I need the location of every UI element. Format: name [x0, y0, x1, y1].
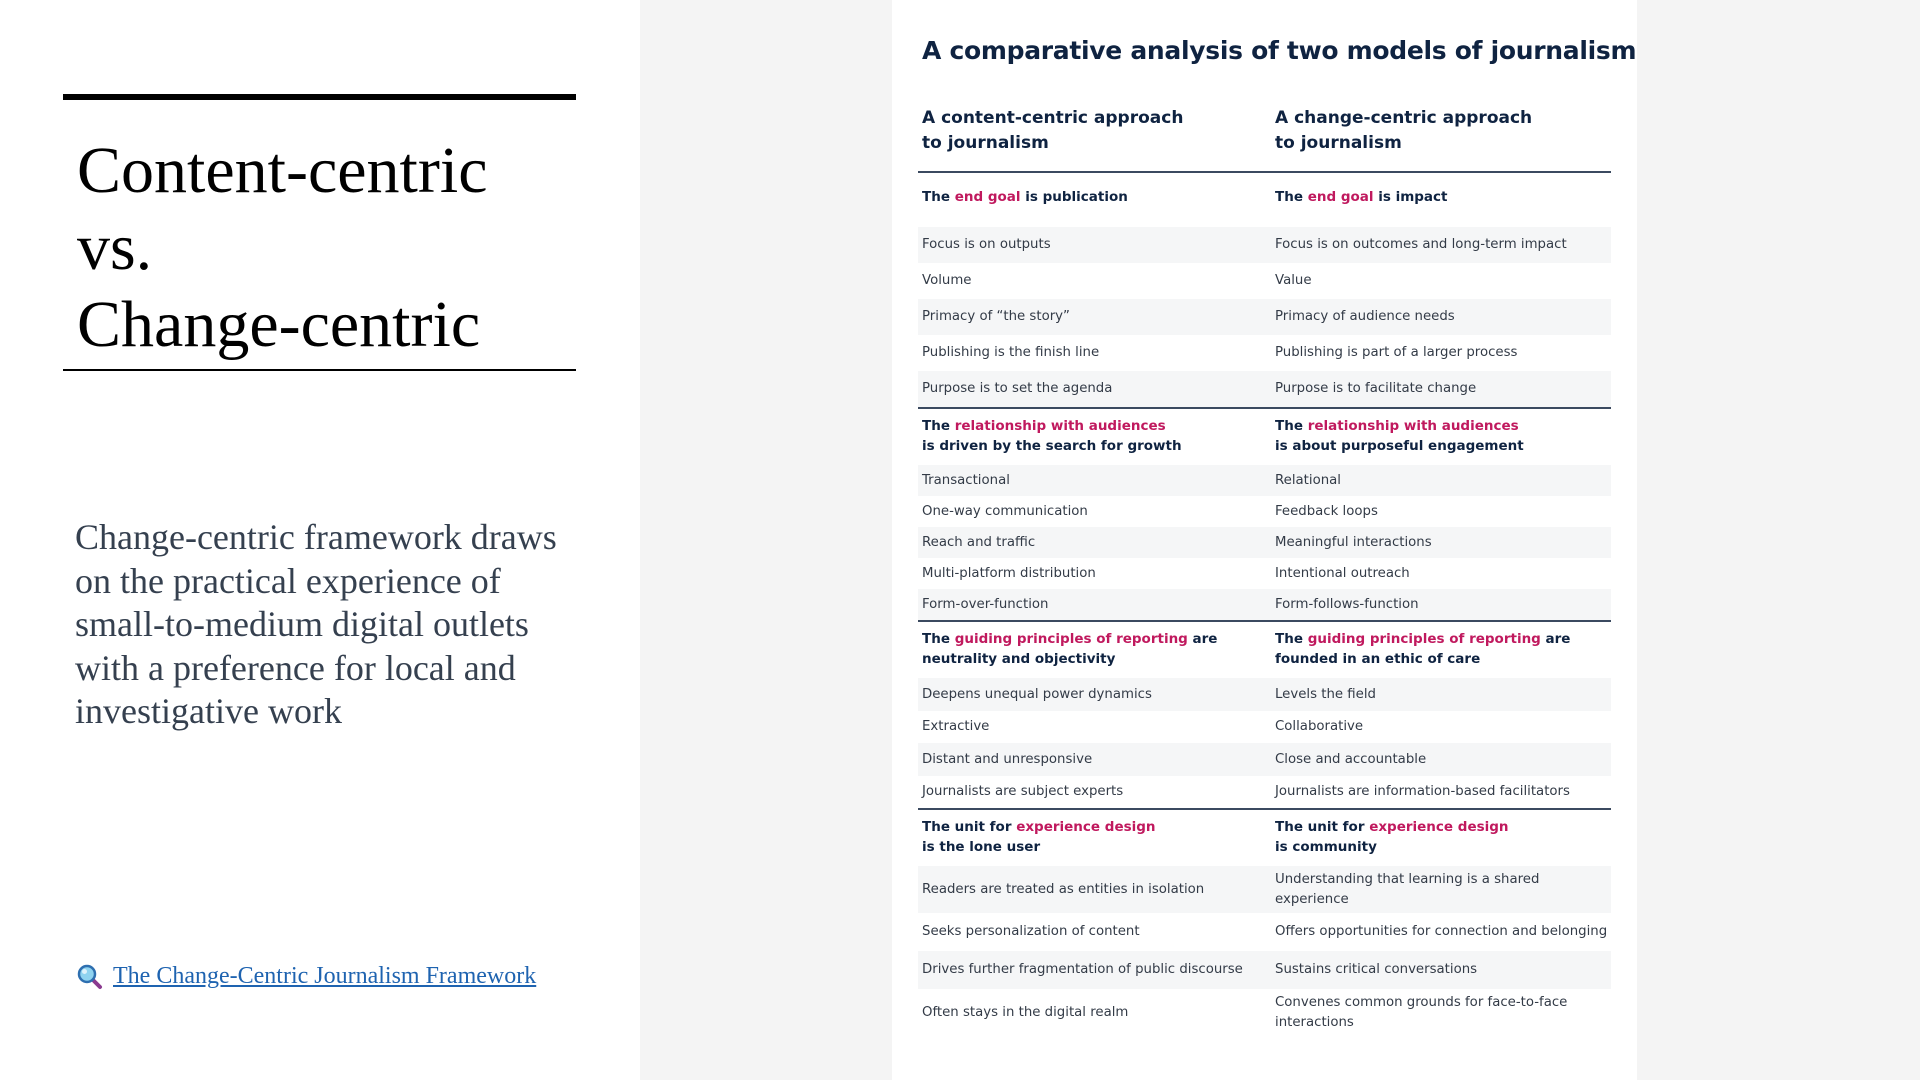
section-header-line-2: is driven by the search for growth: [922, 438, 1182, 454]
section-header-change-centric: [1271, 817, 1611, 866]
bottom-rule: [63, 369, 576, 371]
cell-content-centric: Form-over-function: [922, 596, 1049, 612]
section-header-content-centric: [918, 416, 1271, 465]
column-header-line: A content-centric approach: [922, 108, 1184, 128]
table-row: [918, 989, 1611, 1036]
table-row: [918, 465, 1611, 496]
table-row: [918, 711, 1611, 743]
header-text: The: [922, 189, 955, 205]
column-header-change-centric: [1275, 106, 1575, 156]
section-header-content-centric: [918, 187, 1271, 227]
cell-content-centric: Reach and traffic: [922, 534, 1036, 550]
section-header-line-2: is community: [1275, 839, 1377, 855]
cell-change-centric: Offers opportunities for connection and belonging: [1275, 924, 1608, 940]
cell-content-centric: Focus is on outputs: [922, 237, 1051, 253]
column-header-line: to journalism: [922, 133, 1049, 153]
table-row: [918, 776, 1611, 808]
cell-change-centric: Form-follows-function: [1275, 596, 1419, 612]
table-row: [918, 335, 1611, 371]
header-text: are: [1187, 631, 1218, 647]
table-row: [918, 527, 1611, 558]
cell-change-centric: Understanding that learning is a shared experience: [1275, 872, 1540, 907]
section-header-change-centric: [1271, 416, 1611, 465]
cell-content-centric: Transactional: [922, 472, 1010, 488]
cell-change-centric: Collaborative: [1275, 719, 1364, 735]
table-row: [918, 913, 1611, 951]
cell-change-centric: Primacy of audience needs: [1275, 309, 1455, 325]
header-text: The: [922, 418, 955, 434]
cell-change-centric: Journalists are information-based facilitators: [1275, 784, 1570, 800]
cell-content-centric: Distant and unresponsive: [922, 751, 1093, 767]
cell-change-centric: Convenes common grounds for face-to-face interactions: [1275, 995, 1568, 1030]
section-header-line-1: [1275, 817, 1611, 837]
title-line-3: Change-centric: [77, 288, 481, 361]
table-row: [918, 678, 1611, 711]
section-header-line-1: [922, 629, 1271, 649]
header-text: The: [1275, 189, 1308, 205]
cell-content-centric: Volume: [922, 273, 972, 289]
cell-content-centric: Drives further fragmentation of public discourse: [922, 962, 1243, 978]
cell-content-centric: Primacy of “the story”: [922, 309, 1070, 325]
section-header-content-centric: [918, 817, 1271, 866]
header-text: The: [1275, 631, 1308, 647]
highlighted-term: end goal: [1307, 189, 1374, 205]
column-header-line: A change-centric approach: [1275, 108, 1533, 128]
header-text: is impact: [1373, 189, 1448, 205]
cell-change-centric: Focus is on outcomes and long-term impact: [1275, 237, 1567, 253]
section-header-line-1: [1275, 187, 1611, 207]
table-row: [918, 371, 1611, 407]
section-header-change-centric: [1271, 629, 1611, 678]
cell-content-centric: Deepens unequal power dynamics: [922, 686, 1152, 702]
header-text: The: [1275, 418, 1308, 434]
framework-link[interactable]: The Change-Centric Journalism Framework: [113, 963, 537, 989]
table-row: [918, 496, 1611, 527]
section-header-line-1: [1275, 416, 1611, 436]
section-header: [918, 622, 1611, 678]
section-header-line-1: [922, 416, 1271, 436]
magnifying-glass-icon: [77, 964, 103, 990]
title-line-2: vs.: [77, 211, 153, 284]
table-row: [918, 299, 1611, 335]
card-title: A comparative analysis of two models of journalism: [922, 36, 1637, 65]
section-header-line-1: [922, 817, 1271, 837]
cell-content-centric: Purpose is to set the agenda: [922, 381, 1113, 397]
highlighted-term: experience design: [1369, 819, 1509, 835]
cell-change-centric: Levels the field: [1275, 686, 1376, 702]
cell-change-centric: Purpose is to facilitate change: [1275, 381, 1477, 397]
cell-content-centric: Seeks personalization of content: [922, 924, 1140, 940]
table-row: [918, 227, 1611, 263]
header-text: is publication: [1020, 189, 1128, 205]
highlighted-term: guiding principles of reporting: [954, 631, 1188, 647]
top-rule: [63, 94, 576, 100]
cell-content-centric: Often stays in the digital realm: [922, 1004, 1129, 1020]
comparison-card: [892, 0, 1637, 1080]
cell-change-centric: Feedback loops: [1275, 503, 1378, 519]
table-row: [918, 743, 1611, 776]
table-row: [918, 263, 1611, 299]
highlighted-term: relationship with audiences: [954, 418, 1166, 434]
highlighted-term: experience design: [1016, 819, 1156, 835]
cell-change-centric: Publishing is part of a larger process: [1275, 345, 1518, 361]
highlighted-term: relationship with audiences: [1307, 418, 1519, 434]
section-header: [918, 810, 1611, 866]
highlighted-term: guiding principles of reporting: [1307, 631, 1541, 647]
header-text: The: [922, 631, 955, 647]
cell-change-centric: Close and accountable: [1275, 751, 1427, 767]
header-text: are: [1540, 631, 1571, 647]
header-text: The unit for: [1275, 819, 1370, 835]
section-header-line-1: [1275, 629, 1611, 649]
cell-change-centric: Sustains critical conversations: [1275, 962, 1478, 978]
cell-content-centric: One-way communication: [922, 503, 1088, 519]
comparison-table: [918, 171, 1611, 1036]
header-text: The unit for: [922, 819, 1017, 835]
highlighted-term: end goal: [954, 189, 1021, 205]
section-header: [918, 173, 1611, 227]
cell-change-centric: Value: [1275, 273, 1312, 289]
cell-change-centric: Meaningful interactions: [1275, 534, 1432, 550]
table-row: [918, 951, 1611, 989]
left-pane: [0, 0, 640, 1080]
section-header-line-2: neutrality and objectivity: [922, 651, 1116, 667]
section-header: [918, 409, 1611, 465]
framework-link-row[interactable]: [77, 963, 536, 990]
table-row: [918, 589, 1611, 620]
section-header-line-2: founded in an ethic of care: [1275, 651, 1481, 667]
table-row: [918, 866, 1611, 913]
cell-content-centric: Extractive: [922, 719, 990, 735]
title-line-1: Content-centric: [77, 134, 488, 207]
cell-content-centric: Publishing is the finish line: [922, 345, 1100, 361]
section-header-line-2: is about purposeful engagement: [1275, 438, 1524, 454]
section-header-content-centric: [918, 629, 1271, 678]
cell-content-centric: Multi-platform distribution: [922, 565, 1096, 581]
column-header-line: to journalism: [1275, 133, 1402, 153]
description: Change-centric framework draws on the practical experience of small-to-medium digital outlets with a preference for local and investigative work: [75, 517, 557, 731]
cell-content-centric: Journalists are subject experts: [922, 784, 1124, 800]
cell-content-centric: Readers are treated as entities in isolation: [922, 881, 1205, 897]
table-row: [918, 558, 1611, 589]
slide-title: [77, 132, 577, 363]
column-header-content-centric: [922, 106, 1222, 156]
section-header-line-1: [922, 187, 1271, 207]
section-header-change-centric: [1271, 187, 1611, 227]
cell-change-centric: Relational: [1275, 472, 1341, 488]
cell-change-centric: Intentional outreach: [1275, 565, 1410, 581]
section-header-line-2: is the lone user: [922, 839, 1041, 855]
